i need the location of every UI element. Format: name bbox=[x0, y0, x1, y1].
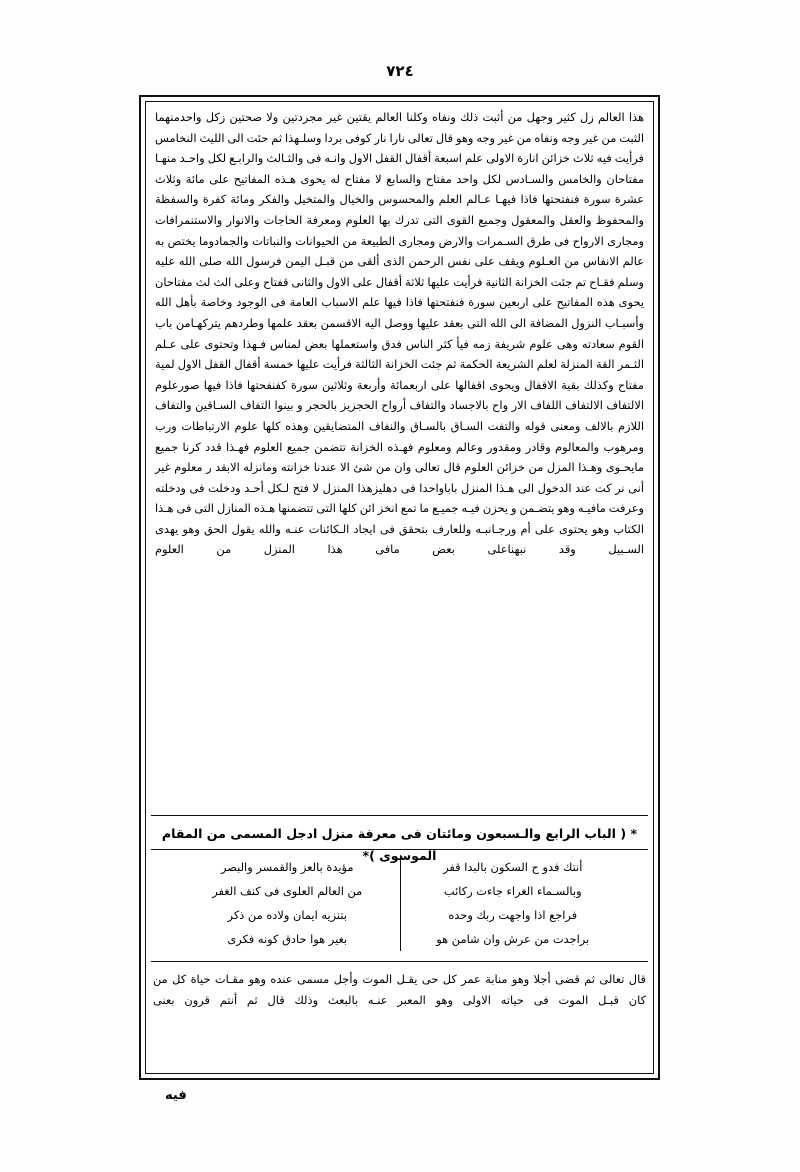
verse-hemistich-left: مؤيدة بالعز والقمسر والبصر bbox=[220, 860, 354, 874]
main-text-block bbox=[153, 107, 646, 807]
table-row bbox=[175, 879, 625, 903]
divider-below-verses bbox=[151, 961, 648, 962]
divider-below-heading bbox=[151, 849, 648, 850]
verse-table bbox=[175, 855, 625, 951]
verse-hemistich-right: فراجع اذا واجهت ربك وحده bbox=[400, 903, 625, 927]
verse-hemistich-left: بغير هوا حادق كونه فكرى bbox=[227, 932, 348, 946]
page-number: ٧٢٤ bbox=[386, 62, 414, 80]
tail-text-block bbox=[153, 969, 646, 1010]
verse-hemistich-right: براجدت من عرش وان شامن هو bbox=[400, 927, 625, 951]
section-heading: * ( الباب الرابع والـسبعون ومائتان فى معرفة منزل ادجل المسمى من المقام الموسوى )* bbox=[161, 826, 638, 863]
verse-hemistich-right: وبالسـماء الغراء جاءت ركائب bbox=[400, 879, 625, 903]
table-row bbox=[175, 903, 625, 927]
main-text-paragraph: هذا العالم زل كثير وجهل من أثبت ذلك ونفاه وكلنا العالم يقتين غير مجردتين ولا صحتين زكل واحدمنهما الثبت من غير وجه ونفاه من غير وجه وهو قال تعالى نارا نار كوفى بردا وسلـهذا ثم حئت الى الليث النخامس فرأيت فيه ثلاث خزائن انارة الاولى علم اسبعة أقفال القفل الاول وانـه فى والثـالث والرابـع لكل واحـد منهـا مفتاحان والخامس والسـادس لكل واحد مفتاح والسابع لا مفتاح له يحوى هـذه المفاتيح على مائة وثلاث عشرة سورة فنفتحتها فاذا فيهـا عـالم العلم والمحسوس والخيال والمتخيل والفكر ومائة كفرة والسفظة والمحفوظ والعقل والمعقول وجميع القوى التى تدرك بها العلوم ومعرفة الحاجات والانوار والاستنمرافات ومجارى الارواح فى طرق السـمرات والارض ومجارى الطبيعة من الحيوانات والنباتات والجمادوما يختص به عالم الانفاس من العـلوم ويقف على نفس الرحمن الذى ألقى من قبـل اليمن فرسول الله صلى الله عليه وسلم فقـاح تم جئت الخزانة الثانية فرأيت عليها ثلاثة أقفال على الاول والثانى قفتاح وعلى الث لث مفتاحان يحوى هذه المفاتيح على اربعين سورة فنفتحتها فاذا فيها علم الاسباب العامة فى الوجود وخاصة بأهل الله وأسبـاب النزول المضافة الى الله التى بعقد عليها ووصل اليه الاقسمن بعقد علمها وطردهم يتركهـامن باب القوم سعادته وهى علوم شريفة زمه فيأ كثر الناس فدق واستعملها بعض لمناس فـهذا وتحتوى على عـلم الثـمر القة المنزلة لعلم الشريعة الحكمة ثم جئت الخزانة الثالثة فرأيت عليها خمسة أقفال القفل الاول لمية مفتاح وكذلك بقية الاقفال ويحوى اقفالها على اربعمائة وأربعة وثلاثين سورة كفنفحتها فاذا فيها صورعلوم الالتفاف الالتفاف اللفاف الار واح بالاجساد والتفاف أرواح الحجزيز بالحجر و بينوا التفاف السـاقين والتفاف اللازم بالالف ومعنى قوله والتفت السـاق بالسـاق والنفاف المتضايقين وهذه كلها علوم الارتباطات ورب ومرهوب والمعالوم وقادر ومقدور وعالم ومعلوم فهـذه الخزانة تتضمن جميع العلوم فهـذا قدد كرنا جميع مايحـوى وهـذا المزل من خزائن العلوم قال تعالى وان من شئ الا عندنا خزانته ومانزله الابقد ر معلوم غير أنى نر كت عند الدخول الى هـذا المنزل باباواحدا فى دهليزهذا المنزل لا فتح لـكل أحـد ودخلت فى ودخلته وعرفت مافيـه وهو يتضـمن و يحزن فيـه جميـع ما تمع انخز ائن كلها التى تتضمنها هـذه المنازل التى فى هـذا الكتاب وهو يحتوى على أم ورجـانبـه وللعارف بتحقق فى ايجاد الـكائنات عنـه والله يقول الحق وهو يهدى السـبيل وقد نبهناعلى بعض مافى هذا المنزل من العلوم bbox=[155, 110, 644, 557]
verse-hemistich-left: من العالم العلوى فى كنف الغفر bbox=[212, 884, 363, 898]
table-row bbox=[175, 927, 625, 951]
text-frame bbox=[139, 95, 660, 1080]
divider-above-heading bbox=[151, 815, 648, 816]
verse-hemistich-right: أنتك فدو ح السكون بالبدا قفر bbox=[400, 855, 625, 879]
table-row bbox=[175, 855, 625, 879]
verse-table-body bbox=[175, 855, 625, 951]
catchword: فيه bbox=[165, 1088, 187, 1103]
tail-text-paragraph: قال تعالى ثم قضى أجلا وهو منابة عمر كل حى يقـل الموت وأجل مسمى عنده وهو مقـات حياة كل من كان قبـل الموت فى حياته الاولى وهو المعبر عنـه بالبعث وذلك قال ثم أنتم قرون بعنى bbox=[153, 972, 646, 1007]
verse-hemistich-left: بتنزيه ايمان ولاده من ذكر bbox=[227, 908, 347, 922]
